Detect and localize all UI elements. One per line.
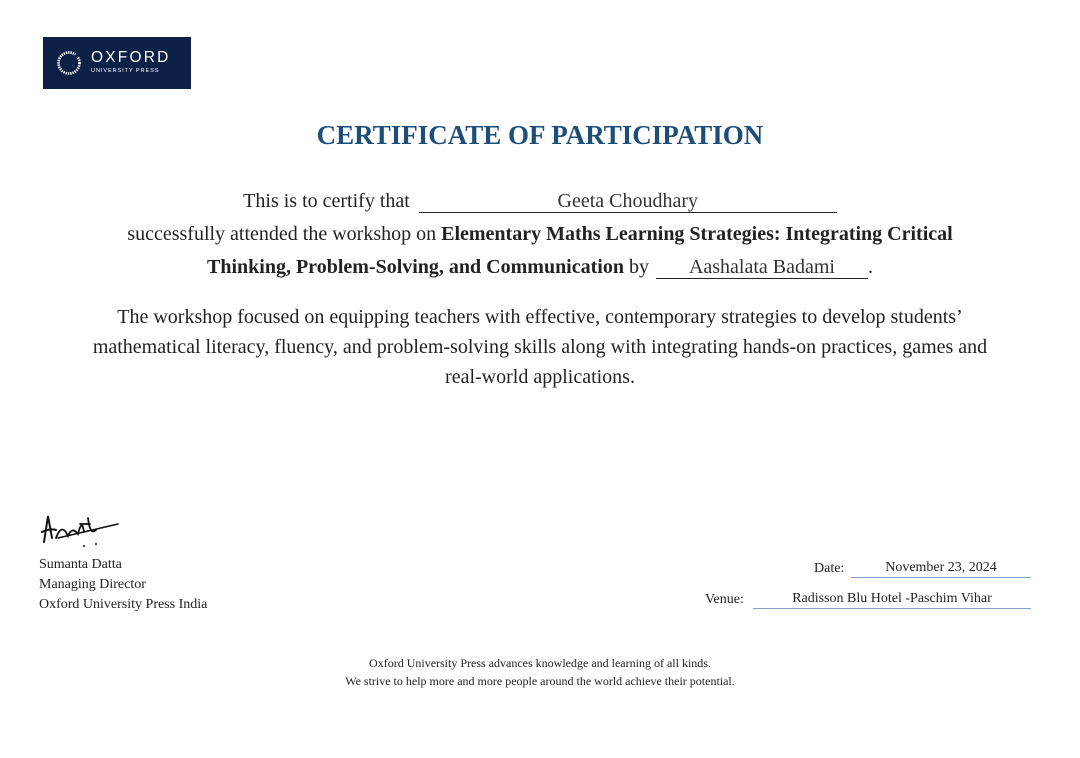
oxford-logo	[43, 37, 191, 89]
certify-line	[0, 187, 1080, 215]
date-label: Date:	[814, 561, 845, 576]
workshop-title-part1: Elementary Maths Learning Strategies: Integrating Critical	[441, 223, 953, 245]
description-line-3: real-world applications.	[445, 366, 635, 388]
attended-text: successfully attended the workshop on	[127, 223, 437, 245]
by-text: by	[628, 256, 649, 278]
workshop-description	[50, 302, 1030, 392]
participant-name: Geeta Choudhary	[419, 190, 837, 213]
signatory-position: Managing Director	[39, 577, 146, 592]
oxford-swirl-icon	[56, 50, 82, 76]
venue-label: Venue:	[705, 592, 744, 607]
footer-line-1: Oxford University Press advances knowledge and learning of all kinds.	[369, 656, 711, 670]
signatory-organization: Oxford University Press India	[39, 597, 208, 612]
certify-intro: This is to certify that	[243, 190, 410, 212]
end-period: .	[867, 256, 873, 278]
workshop-line-2	[0, 253, 1080, 281]
footer-line-2: We strive to help more and more people around the world achieve their potential.	[345, 674, 735, 688]
event-venue: Radisson Blu Hotel -Paschim Vihar	[753, 590, 1031, 609]
signature-image	[38, 508, 128, 557]
workshop-line-1	[0, 220, 1080, 248]
certificate-title: CERTIFICATE OF PARTICIPATION	[316, 120, 764, 150]
logo-subtitle: UNIVERSITY PRESS	[91, 68, 160, 74]
workshop-title-part2: Thinking, Problem-Solving, and Communication	[207, 256, 624, 278]
event-date: November 23, 2024	[851, 559, 1031, 578]
logo-wordmark: OXFORD	[91, 49, 171, 66]
description-line-2: mathematical literacy, fluency, and problem-solving skills along with integrating hands-on practices, games and	[92, 336, 988, 358]
description-line-1: The workshop focused on equipping teachers with effective, contemporary strategies to develop students’	[117, 306, 963, 328]
signatory-name: Sumanta Datta	[39, 557, 122, 572]
facilitator-name: Aashalata Badami	[656, 256, 868, 279]
